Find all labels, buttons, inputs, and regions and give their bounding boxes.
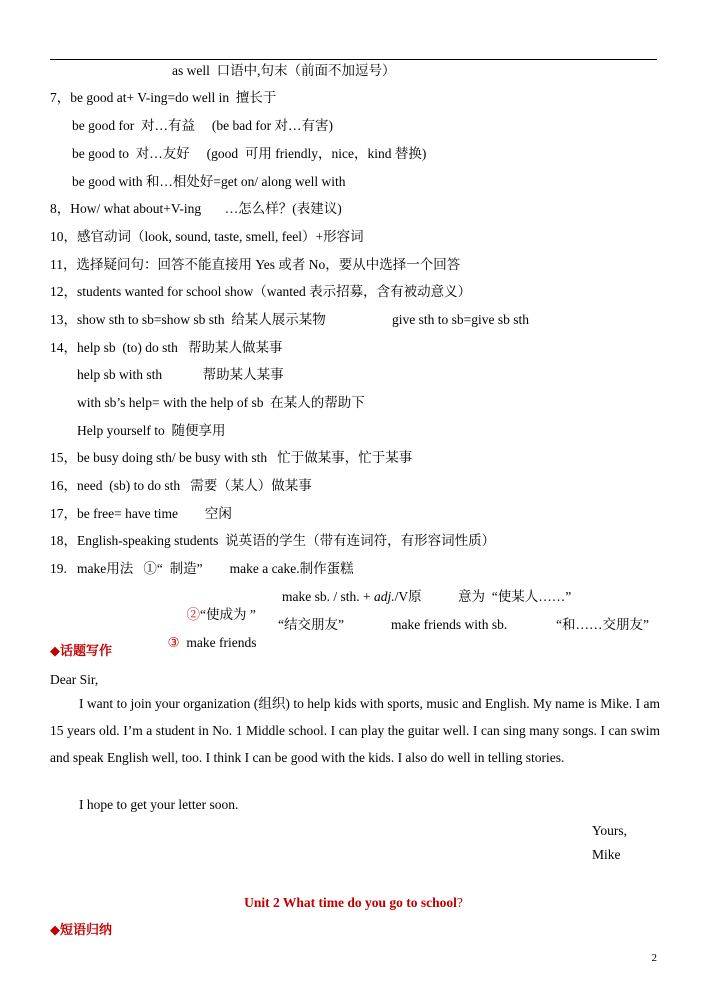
usage-2-explain: 意为 “使某人……” — [458, 589, 572, 604]
note-as-well: as well 口语中,句末（前面不加逗号） — [172, 63, 396, 78]
item-11: 11，选择疑问句：回答不能直接用 Yes 或者 No，要从中选择一个回答 — [50, 257, 461, 272]
item-15: 15，be busy doing sth/ be busy with sth 忙于做某事，忙于某事 — [50, 450, 413, 465]
item-7-good-to: be good to 对…友好 (good 可用 friendly，nice，kind 替换) — [72, 146, 427, 161]
item-16: 16，need (sb) to do sth 需要（某人）做某事 — [50, 478, 312, 493]
circled-number-3: ③ — [167, 635, 180, 650]
item-14-help-with: help sb with sth 帮助某人某事 — [77, 367, 284, 382]
item-12: 12，students wanted for school show（wanted 表示招募，含有被动意义） — [50, 284, 472, 299]
letter-greeting: Dear Sir, — [50, 672, 99, 687]
item-17: 17，be free= have time 空闲 — [50, 506, 232, 521]
item-18: 18，English-speaking students 说英语的学生（带有连词符，有形容词性质） — [50, 533, 496, 548]
usage-2-meaning: “使成为 ” — [200, 607, 256, 622]
usage-3-with-meaning: “和……交朋友” — [556, 617, 649, 632]
page-number: 2 — [651, 952, 657, 964]
item-19: 19. make用法 ①“ 制造” make a cake.制作蛋糕 — [50, 561, 354, 576]
usage-2-pattern: make sb. / sth. + adj./V原 — [282, 589, 422, 604]
usage-3-meaning: “结交朋友” — [278, 617, 344, 632]
item-14-with-help: with sb’s help= with the help of sb 在某人的帮助下 — [77, 395, 365, 410]
item-7: 7，be good at+ V-ing=do well in 擅长于 — [50, 90, 277, 105]
item-8: 8，How/ what about+V-ing …怎么样？(表建议) — [50, 201, 342, 216]
item-13: 13，show sth to sb=show sb sth 给某人展示某物 — [50, 312, 326, 327]
item-19-usage-3 — [154, 616, 256, 670]
letter-signoff: Yours, — [592, 823, 628, 838]
section-heading-writing: ◆话题写作 — [50, 644, 112, 659]
unit-title: Unit 2 What time do you go to school? — [244, 895, 463, 910]
item-7-good-for: be good for 对…有益 (be bad for 对…有害) — [72, 118, 333, 133]
usage-3-phrase: make friends — [186, 635, 257, 650]
item-13-give: give sth to sb=give sb sth — [392, 312, 529, 327]
letter-body: I want to join your organization (组织) to help kids with sports, music and English. My name is Mike. I am 15 years old. I’m a student in No. 1 Middle school. I can play the guitar well. I can sing many songs. I can swim and speak English well, too. I think I can be good with the kids. I also do well in telling stories. — [50, 696, 660, 765]
item-7-good-with: be good with 和…相处好=get on/ along well with — [72, 174, 346, 189]
header-rule — [50, 59, 657, 60]
section-heading-phrases: ◆短语归纳 — [50, 923, 112, 938]
circled-number-2: ② — [186, 607, 200, 622]
item-10: 10，感官动词（look, sound, taste, smell, feel）+形容词 — [50, 229, 364, 244]
usage-3-with: make friends with sb. — [391, 617, 508, 632]
item-14: 14，help sb (to) do sth 帮助某人做某事 — [50, 340, 283, 355]
item-14-help-yourself: Help yourself to 随便享用 — [77, 423, 226, 438]
letter-name: Mike — [592, 847, 621, 862]
letter-closing-line: I hope to get your letter soon. — [79, 797, 239, 812]
